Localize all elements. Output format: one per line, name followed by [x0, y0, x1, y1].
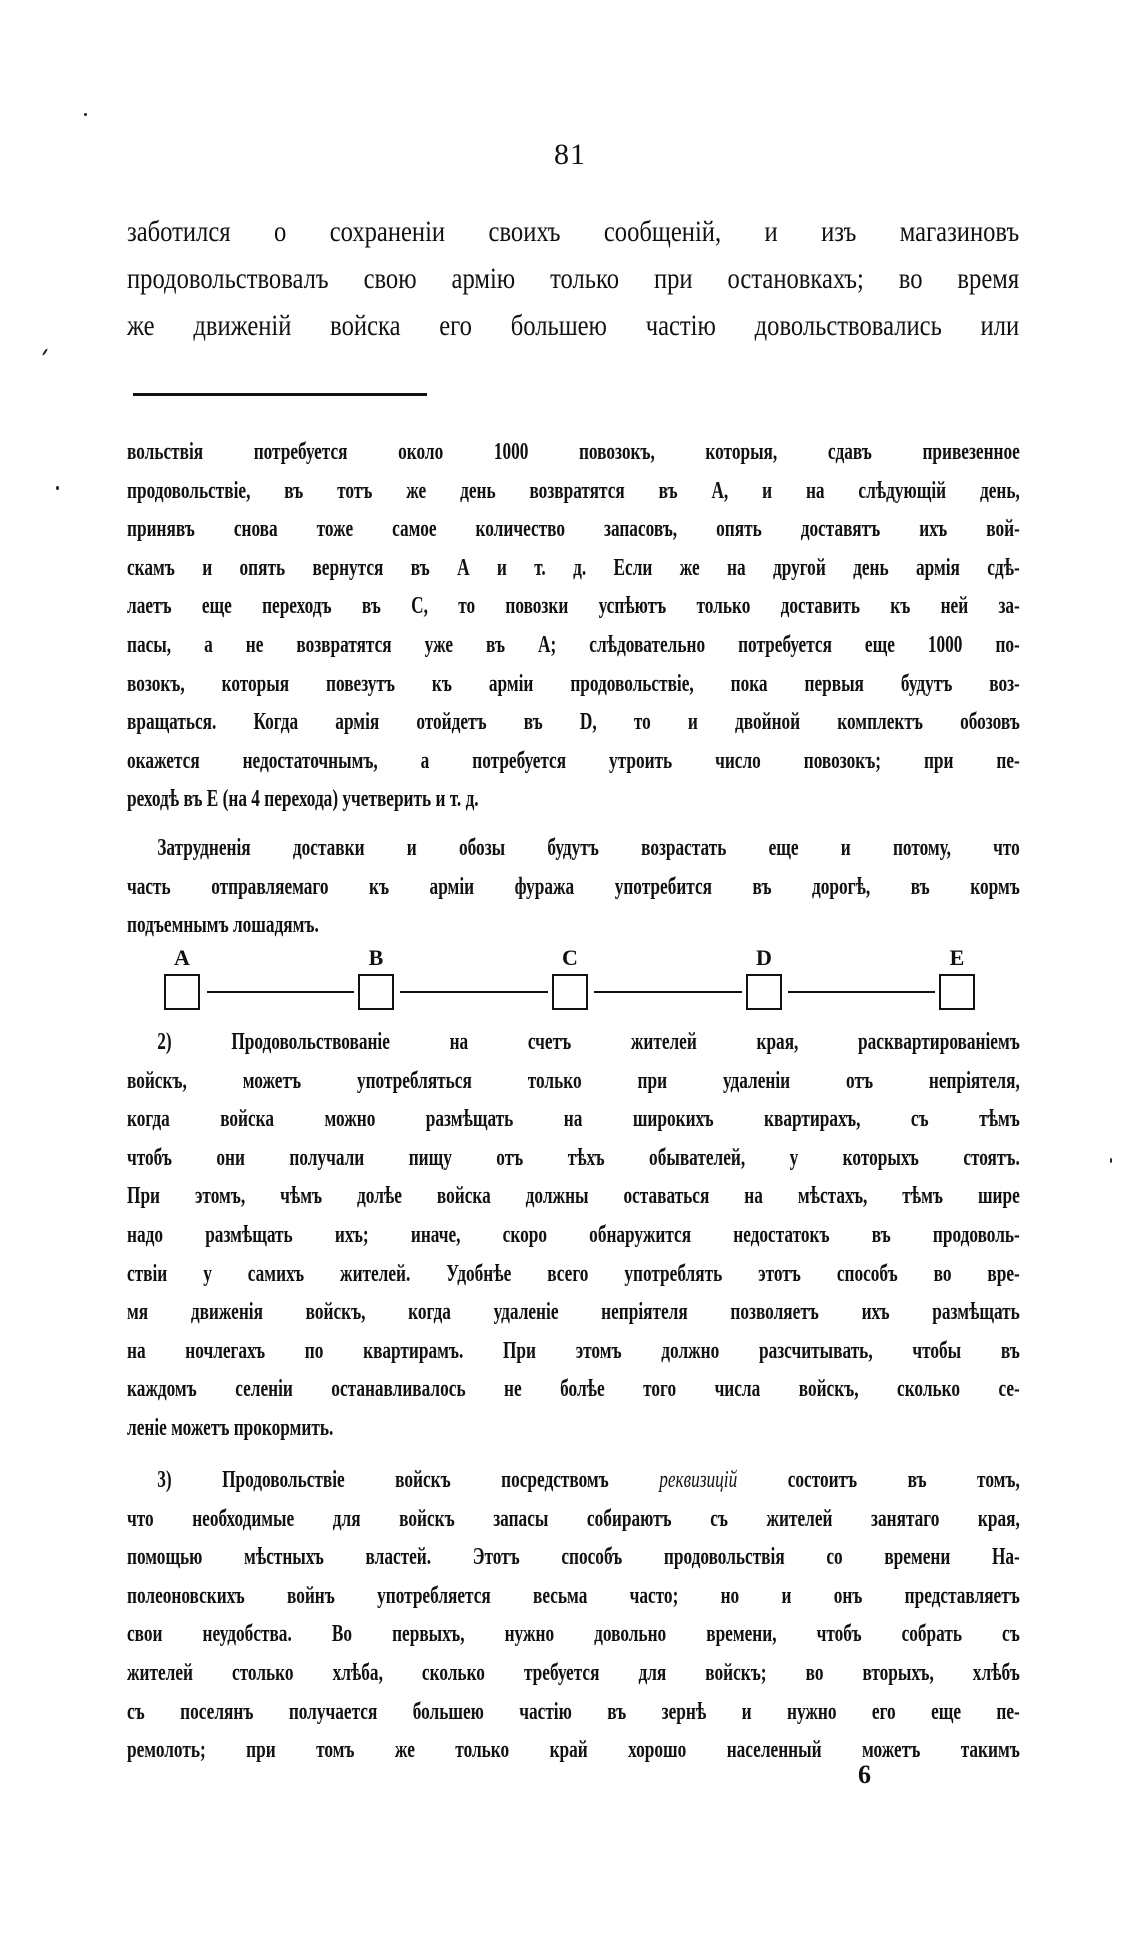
text-line: когда войска можно размѣщать на широкихъ квартирахъ, съ тѣмъ — [127, 1106, 1020, 1133]
point-label-b: B — [368, 945, 384, 970]
italic-term: реквизицій — [659, 1467, 738, 1493]
text-line: часть отправляемаго къ арміи фуража употребится въ дорогѣ, въ кормъ — [127, 873, 1020, 900]
text-line: 2) Продовольствованіе на счетъ жителей края, расквартированіемъ — [157, 1029, 1020, 1055]
point-label-d: D — [756, 945, 772, 970]
text-line: При этомъ, чѣмъ долѣе войска должны оставаться на мѣстахъ, тѣмъ шире — [127, 1183, 1020, 1210]
page-number: 81 — [554, 138, 586, 171]
footnote-divider — [133, 393, 427, 396]
text-line: пасы, а не возвратятся уже въ А; слѣдовательно потребуется еще 1000 по- — [127, 631, 1020, 658]
point-box-d — [746, 974, 782, 1010]
route-segment-ab — [207, 991, 354, 993]
point-box-a — [164, 974, 200, 1010]
route-segment-cd — [594, 991, 742, 993]
text-line: помощью мѣстныхъ властей. Этотъ способъ продовольствія со времени На- — [127, 1544, 1020, 1571]
scan-speck — [84, 113, 87, 116]
main-paragraph — [127, 208, 1020, 349]
point-label-e: E — [949, 945, 965, 970]
scan-speck — [56, 486, 59, 490]
text-line: мя движенія войскъ, когда удаленіе непріятеля позволяетъ ихъ размѣщать — [127, 1299, 1020, 1326]
footnote-paragraph-1 — [127, 433, 1020, 819]
point-box-b — [358, 974, 394, 1010]
text-line: войскъ, можетъ употребляться только при удаленіи отъ непріятеля, — [127, 1067, 1020, 1094]
scan-speck — [1110, 1158, 1112, 1163]
text-line: скамъ и опять вернутся въ А и т. д. Если же на другой день армія сдѣ- — [127, 554, 1020, 581]
point-label-a: A — [174, 945, 190, 970]
text-line: на ночлегахъ по квартирамъ. При этомъ должно разсчитывать, чтобы въ — [127, 1337, 1020, 1364]
text-line: жителей столько хлѣба, сколько требуется для войскъ; во вторыхъ, хлѣбъ — [127, 1659, 1020, 1686]
point-box-c — [552, 974, 588, 1010]
route-segment-bc — [400, 991, 548, 993]
text-fragment: состоитъ въ томъ, — [737, 1467, 1020, 1493]
route-segment-de — [788, 991, 935, 993]
text-line: леніе можетъ прокормить. — [127, 1414, 334, 1441]
text-line: полеоновскихъ войнъ употребляется весьма часто; но и онъ представляетъ — [127, 1582, 1020, 1609]
text-line: окажется недостаточнымъ, а потребуется утроить число повозокъ; при пе- — [127, 747, 1020, 774]
text-line: что необходимые для войскъ запасы собираютъ съ жителей занятаго края, — [127, 1505, 1020, 1532]
text-line: свои неудобства. Во первыхъ, нужно довольно времени, чтобъ собрать съ — [127, 1621, 1020, 1648]
text-line: заботился о сохраненіи своихъ сообщеній, и изъ магазиновъ — [127, 215, 1020, 248]
text-line: же движеній войска его большею частію довольствовались или — [127, 309, 1020, 342]
text-line: чтобъ они получали пищу отъ тѣхъ обывателей, у которыхъ стоятъ. — [127, 1144, 1020, 1171]
point-box-e — [939, 974, 975, 1010]
text-line: съ поселянъ получается большею частію въ зернѣ и нужно его еще пе- — [127, 1698, 1020, 1725]
scan-speck — [42, 348, 48, 356]
text-line — [127, 1461, 1020, 1500]
text-line: принявъ снова тоже самое количество запасовъ, опять доставятъ ихъ вой- — [127, 516, 1020, 543]
text-line: каждомъ селеніи останавливалось не болѣе того числа войскъ, сколько се- — [127, 1376, 1020, 1403]
text-line: лаетъ еще переходъ въ С, то повозки успѣютъ только доставить къ ней за- — [127, 593, 1020, 620]
text-line: надо размѣщать ихъ; иначе, скоро обнаружится недостатокъ въ продоволь- — [127, 1221, 1020, 1248]
section-3-paragraph — [127, 1461, 1020, 1770]
text-line: вращаться. Когда армія отойдетъ въ D, то и двойной комплектъ обозовъ — [127, 709, 1020, 736]
text-line: возокъ, которыя повезутъ къ арміи продовольствіе, пока первыя будутъ воз- — [127, 670, 1020, 697]
text-line: Затрудненія доставки и обозы будутъ возрастать еще и потому, что — [157, 835, 1020, 861]
section-2-paragraph — [127, 1023, 1020, 1448]
text-line: продовольствіе, въ тотъ же день возвратятся въ А, и на слѣдующій день, — [127, 477, 1020, 504]
text-line: реходѣ въ Е (на 4 перехода) учетверить и т. д. — [127, 786, 479, 813]
signature-mark: 6 — [858, 1760, 871, 1789]
text-line: вольствія потребуется около 1000 повозокъ, которыя, сдавъ привезенное — [127, 439, 1020, 465]
text-line: ремолоть; при томъ же только край хорошо населенный можетъ такимъ — [127, 1737, 1020, 1764]
text-line: ствіи у самихъ жителей. Удобнѣе всего употреблять этотъ способъ во вре- — [127, 1260, 1020, 1287]
footnote-paragraph-2 — [127, 829, 1020, 945]
text-line: подъемнымъ лошадямъ. — [127, 912, 319, 939]
point-label-c: C — [562, 945, 578, 970]
text-fragment: 3) Продовольствіе войскъ посредствомъ — [157, 1467, 660, 1493]
text-line: продовольствовалъ свою армію только при остановкахъ; во время — [127, 262, 1020, 295]
